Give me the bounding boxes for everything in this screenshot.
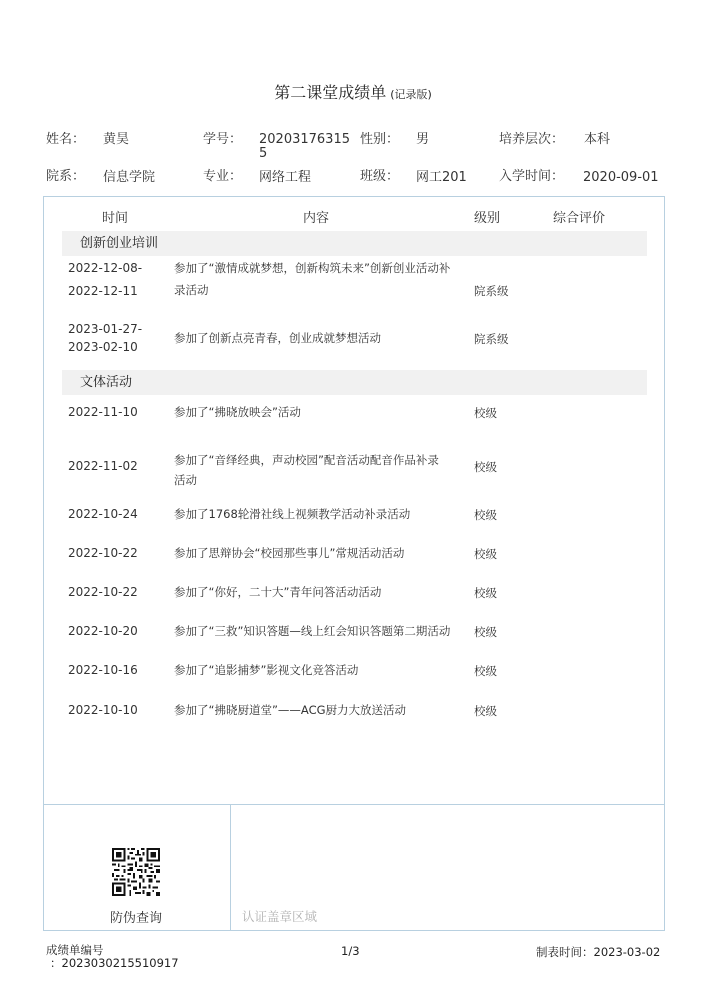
header-evaluation: 综合评价 xyxy=(553,211,606,226)
row-content: 参加了“三救”知识答题—线上红会知识答题第二期活动 xyxy=(174,624,451,638)
serial-value: ：2023030215510917 xyxy=(50,956,179,970)
row-date-end: 2023-02-10 xyxy=(68,340,138,354)
level-value: 本科 xyxy=(584,132,611,147)
gender-label: 性别： xyxy=(360,132,400,147)
row-date: 2022-10-20 xyxy=(68,624,138,638)
title-sub: (记录版) xyxy=(390,88,432,101)
title-main: 第二课堂成绩单 xyxy=(274,83,387,102)
row-date: 2022-11-10 xyxy=(68,405,138,419)
row-content: 参加了思辩协会“校园那些事儿”常规活动活动 xyxy=(174,546,405,560)
row-date: 2022-11-02 xyxy=(68,459,138,473)
row-content-line2: 录活动 xyxy=(174,283,209,297)
row-content-line1: 参加了“激情成就梦想，创新构筑未来”创新创业活动补 xyxy=(174,261,451,275)
name-label: 姓名： xyxy=(46,132,86,147)
serial-label: 成绩单编号 xyxy=(46,943,104,957)
major-label: 专业： xyxy=(203,169,243,184)
student-id-label: 学号： xyxy=(203,132,243,147)
row-date: 2022-10-16 xyxy=(68,663,138,677)
section-header: 创新创业培训 xyxy=(62,231,647,256)
student-id-value-line2: 5 xyxy=(259,146,268,161)
row-content: 参加了“拂晓放映会”活动 xyxy=(174,405,301,419)
row-date-start: 2023-01-27- xyxy=(68,322,143,336)
row-date: 2022-10-22 xyxy=(68,546,138,560)
name-value: 黄昊 xyxy=(103,132,130,147)
row-level: 校级 xyxy=(474,625,497,639)
enroll-label: 入学时间： xyxy=(499,169,565,184)
row-date: 2022-10-24 xyxy=(68,507,138,521)
stamp-area-placeholder: 认证盖章区域 xyxy=(242,909,318,924)
row-level: 校级 xyxy=(474,704,497,718)
row-content: 参加了“追影捕梦”影视文化竞答活动 xyxy=(174,663,359,677)
header-level: 级别 xyxy=(474,211,501,226)
student-id-value-line1: 20203176315 xyxy=(259,132,350,147)
class-value: 网工201 xyxy=(416,170,467,185)
row-content-line1: 参加了“音绎经典，声动校园”配音活动配音作品补录 xyxy=(174,453,439,467)
made-time: 制表时间：2023-03-02 xyxy=(536,945,661,959)
row-level: 校级 xyxy=(474,586,497,600)
level-label: 培养层次： xyxy=(499,132,565,147)
class-label: 班级： xyxy=(360,169,400,184)
row-level: 校级 xyxy=(474,664,497,678)
header-time: 时间 xyxy=(102,211,129,226)
row-content: 参加了创新点亮青春，创业成就梦想活动 xyxy=(174,331,381,345)
page-number: 1/3 xyxy=(341,944,360,958)
gender-value: 男 xyxy=(416,132,430,147)
enroll-value: 2020-09-01 xyxy=(583,170,659,185)
row-level: 校级 xyxy=(474,406,497,420)
transcript-title xyxy=(0,80,706,103)
row-date: 2022-10-22 xyxy=(68,585,138,599)
row-level: 院系级 xyxy=(474,332,509,346)
row-level: 校级 xyxy=(474,460,497,474)
row-level: 校级 xyxy=(474,547,497,561)
row-date-start: 2022-12-08- xyxy=(68,261,143,275)
section-header: 文体活动 xyxy=(62,370,647,395)
row-level: 校级 xyxy=(474,508,497,522)
row-content: 参加了1768轮滑社线上视频教学活动补录活动 xyxy=(174,507,411,521)
major-value: 网络工程 xyxy=(259,170,312,185)
college-label: 院系： xyxy=(46,169,86,184)
row-content-line2: 活动 xyxy=(174,473,197,487)
row-content: 参加了“你好，二十大”青年问答活动活动 xyxy=(174,585,382,599)
activity-record-table xyxy=(43,196,665,931)
row-date: 2022-10-10 xyxy=(68,703,138,717)
row-date-end: 2022-12-11 xyxy=(68,284,138,298)
bottom-vertical-divider xyxy=(230,804,231,930)
college-value: 信息学院 xyxy=(103,170,156,185)
row-level: 院系级 xyxy=(474,284,509,298)
header-content: 内容 xyxy=(303,211,330,226)
bottom-divider xyxy=(44,804,664,805)
row-content: 参加了“拂晓厨道堂”——ACG厨力大放送活动 xyxy=(174,703,407,717)
qr-code-icon[interactable] xyxy=(112,848,160,896)
anti-counterfeit-query-label[interactable]: 防伪查询 xyxy=(110,911,163,926)
